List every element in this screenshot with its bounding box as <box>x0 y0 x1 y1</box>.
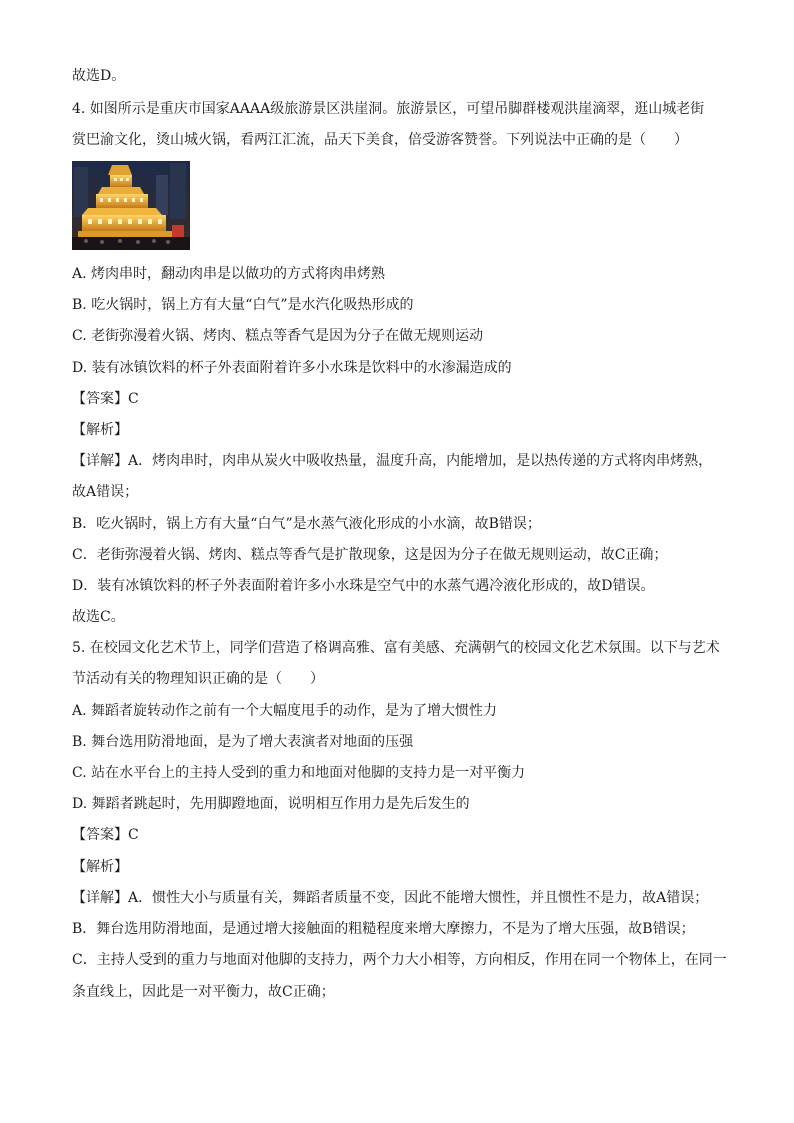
q5-analysis-title: 【解析】 <box>72 859 128 875</box>
q5-answer: 【答案】C <box>72 827 139 843</box>
q4-stem-line-2: 赏巴渝文化，烫山城火锅，看两江汇流，品天下美食，倍受游客赞誉。下列说法中正确的是（ ） <box>72 132 688 148</box>
q5-option-d: D. 舞蹈者跳起时，先用脚蹬地面，说明相互作用力是先后发生的 <box>72 796 470 812</box>
q4-conclusion: 故选C。 <box>72 609 125 625</box>
q4-analysis-title: 【解析】 <box>72 422 128 438</box>
q5-detail-line-3: C．主持人受到的重力与地面对他脚的支持力，两个力大小相等，方向相反，作用在同一个物体上，在同一 <box>72 952 727 968</box>
q4-stem-line-1: 4. 如图所示是重庆市国家AAAA级旅游景区洪崖洞。旅游景区，可望吊脚群楼观洪崖滴翠，逛山城老街 <box>72 101 705 117</box>
q4-answer: 【答案】C <box>72 391 139 407</box>
q5-detail-line-2: B．舞台选用防滑地面，是通过增大接触面的粗糙程度来增大摩擦力，不是为了增大压强，故B错误； <box>72 921 695 937</box>
q4-detail-line-1: 【详解】A．烤肉串时，肉串从炭火中吸收热量，温度升高，内能增加，是以热传递的方式将肉串烤熟， <box>72 453 713 469</box>
q4-detail-line-4: C．老街弥漫着火锅、烤肉、糕点等香气是扩散现象，这是因为分子在做无规则运动，故C正确； <box>72 547 668 563</box>
q3-conclusion: 故选D。 <box>72 68 126 84</box>
q5-stem-line-2: 节活动有关的物理知识正确的是（ ） <box>72 671 324 687</box>
q4-detail-line-2: 故A错误； <box>72 484 139 500</box>
q5-option-b: B. 舞台选用防滑地面，是为了增大表演者对地面的压强 <box>72 734 414 750</box>
q4-option-b: B. 吃火锅时，锅上方有大量“白气”是水汽化吸热形成的 <box>72 297 414 313</box>
hongyadong-photo <box>72 161 190 250</box>
q4-option-d: D. 装有冰镇饮料的杯子外表面附着许多小水珠是饮料中的水渗漏造成的 <box>72 360 512 376</box>
q4-option-c: C. 老街弥漫着火锅、烤肉、糕点等香气是因为分子在做无规则运动 <box>72 328 484 344</box>
q5-option-c: C. 站在水平台上的主持人受到的重力和地面对他脚的支持力是一对平衡力 <box>72 765 526 781</box>
q5-option-a: A. 舞蹈者旋转动作之前有一个大幅度甩手的动作，是为了增大惯性力 <box>72 703 498 719</box>
q5-stem-line-1: 5. 在校园文化艺术节上，同学们营造了格调高雅、富有美感、充满朝气的校园文化艺术氛围。以下与艺术 <box>72 640 720 656</box>
q4-detail-line-3: B．吃火锅时，锅上方有大量“白气”是水蒸气液化形成的小水滴，故B错误； <box>72 516 541 532</box>
q4-option-a: A. 烤肉串时，翻动肉串是以做功的方式将肉串烤熟 <box>72 266 386 282</box>
q4-detail-line-5: D．装有冰镇饮料的杯子外表面附着许多小水珠是空气中的水蒸气遇冷液化形成的，故D错误。 <box>72 578 655 594</box>
q5-detail-line-4: 条直线上，因此是一对平衡力，故C正确； <box>72 984 335 1000</box>
q5-detail-line-1: 【详解】A．惯性大小与质量有关，舞蹈者质量不变，因此不能增大惯性，并且惯性不是力，故A错误； <box>72 890 709 906</box>
